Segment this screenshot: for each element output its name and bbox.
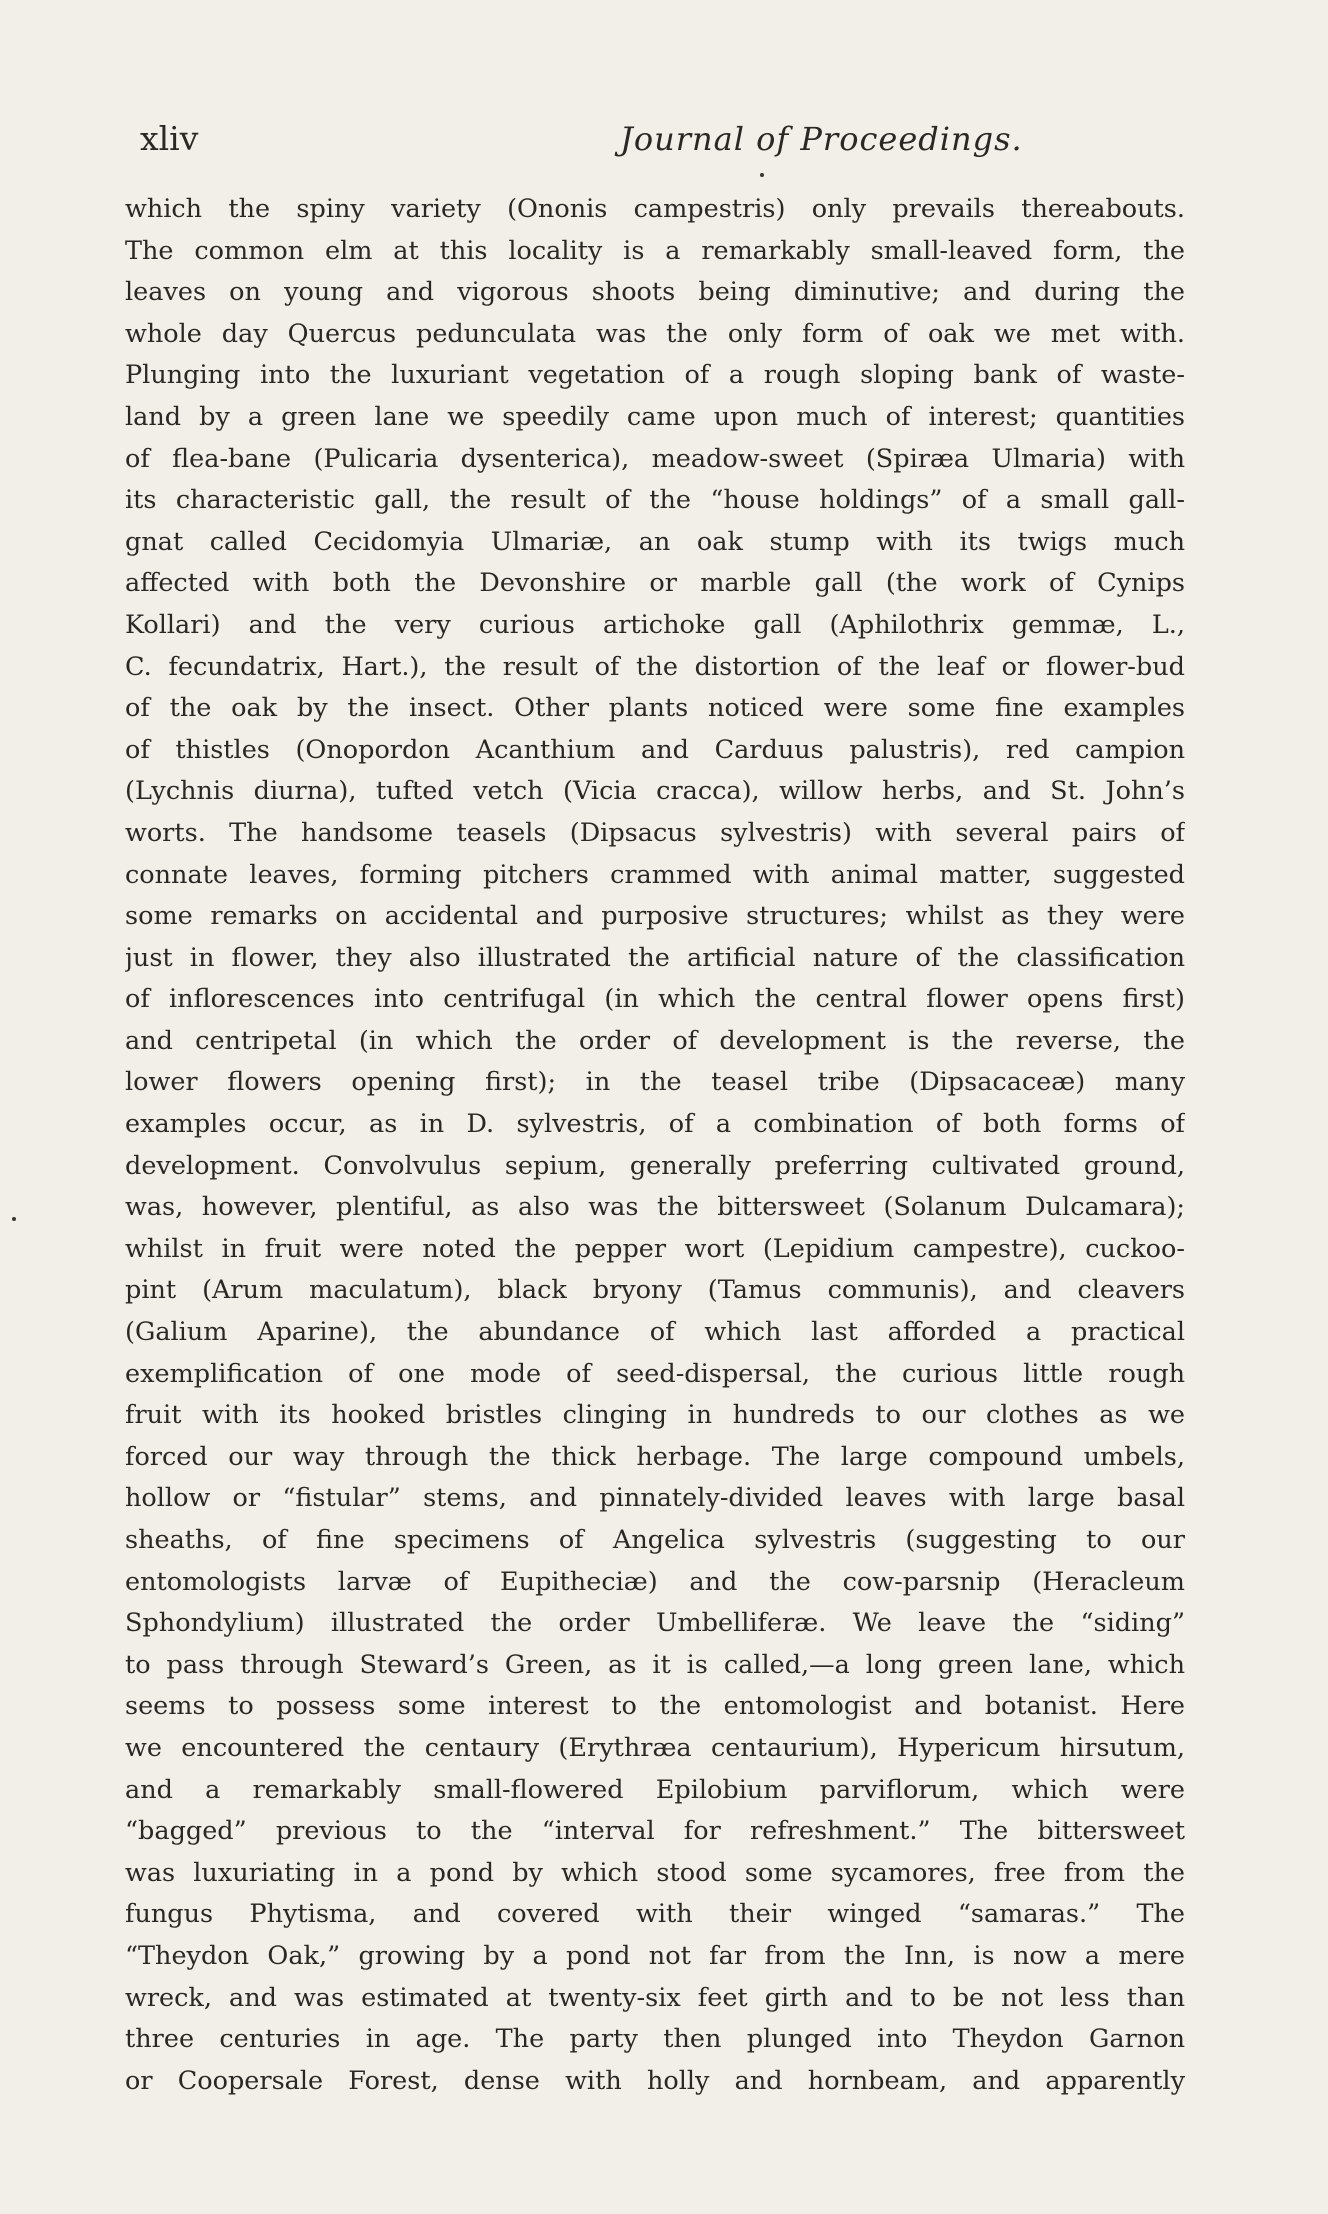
text-line: we encountered the centaury (Erythræa centaurium), Hypericum hirsutum, [125, 1732, 1185, 1763]
text-line: of the oak by the insect. Other plants noticed were some fine examples [125, 693, 1185, 724]
text-line: C. fecundatrix, Hart.), the result of the distortion of the leaf or flower-bud [125, 651, 1185, 682]
text-line: Kollari) and the very curious artichoke gall (Aphilothrix gemmæ, L., [125, 609, 1185, 640]
text-line: seems to possess some interest to the entomologist and botanist. Here [125, 1691, 1185, 1722]
text-line: exemplification of one mode of seed-dispersal, the curious little rough [125, 1358, 1185, 1389]
text-line: was luxuriating in a pond by which stood some sycamores, free from the [125, 1857, 1185, 1888]
text-line: wreck, and was estimated at twenty-six feet girth and to be not less than [125, 1982, 1185, 2013]
body-text [125, 189, 1185, 2144]
text-line: to pass through Steward’s Green, as it is called,—a long green lane, which [125, 1649, 1185, 1680]
text-line: affected with both the Devonshire or marble gall (the work of Cynips [125, 568, 1185, 599]
text-line: hollow or “fistular” stems, and pinnately-divided leaves with large basal [125, 1483, 1185, 1514]
text-line: worts. The handsome teasels (Dipsacus sylvestris) with several pairs of [125, 817, 1185, 848]
text-line: gnat called Cecidomyia Ulmariæ, an oak stump with its twigs much [125, 526, 1185, 557]
text-line: or Coopersale Forest, dense with holly and hornbeam, and apparently [125, 2065, 1185, 2096]
text-line: examples occur, as in D. sylvestris, of a combination of both forms of [125, 1109, 1185, 1140]
text-line: pint (Arum maculatum), black bryony (Tamus communis), and cleavers [125, 1275, 1185, 1306]
text-line: lower flowers opening first); in the teasel tribe (Dipsacaceæ) many [125, 1067, 1185, 1098]
text-line: which the spiny variety (Ononis campestris) only prevails thereabouts. [125, 194, 1185, 224]
text-line: “Theydon Oak,” growing by a pond not far from the Inn, is now a mere [125, 1940, 1185, 1971]
text-line: its characteristic gall, the result of the “house holdings” of a small gall- [125, 485, 1185, 516]
text-line: and centripetal (in which the order of development is the reverse, the [125, 1025, 1185, 1056]
text-line: “bagged” previous to the “interval for refreshment.” The bittersweet [125, 1816, 1185, 1847]
text-line: Sphondylium) illustrated the order Umbelliferæ. We leave the “siding” [125, 1608, 1185, 1639]
text-line: of flea-bane (Pulicaria dysenterica), meadow-sweet (Spiræa Ulmaria) with [125, 443, 1185, 474]
text-line: development. Convolvulus sepium, generally preferring cultivated ground, [125, 1150, 1185, 1181]
text-line: sheaths, of fine specimens of Angelica sylvestris (suggesting to our [125, 1525, 1185, 1555]
text-line: some remarks on accidental and purposive structures; whilst as they were [125, 901, 1185, 932]
text-line: forced our way through the thick herbage. The large compound umbels, [125, 1441, 1185, 1472]
text-line: (Lychnis diurna), tufted vetch (Vicia cracca), willow herbs, and St. John’s [125, 776, 1185, 807]
text-line: just in flower, they also illustrated the artificial nature of the classification [125, 942, 1185, 973]
paper-speck [760, 173, 764, 177]
text-line: The common elm at this locality is a remarkably small-leaved form, the [125, 235, 1185, 266]
running-header [140, 114, 1200, 164]
text-line: fruit with its hooked bristles clinging in hundreds to our clothes as we [125, 1400, 1185, 1431]
paper-speck [12, 1217, 16, 1221]
page-number: xliv [140, 119, 199, 158]
text-line: of inflorescences into centrifugal (in which the central flower opens first) [125, 984, 1185, 1015]
text-line: (Galium Aparine), the abundance of which last afforded a practical [125, 1317, 1185, 1348]
text-line: whilst in fruit were noted the pepper wort (Lepidium campestre), cuckoo- [125, 1233, 1185, 1264]
text-line: entomologists larvæ of Eupitheciæ) and the cow-parsnip (Heracleum [125, 1566, 1185, 1597]
text-line: and a remarkably small-flowered Epilobium parviflorum, which were [125, 1774, 1185, 1805]
text-line: connate leaves, forming pitchers crammed with animal matter, suggested [125, 859, 1185, 890]
running-title: Journal of Proceedings. [620, 120, 1023, 158]
text-line: was, however, plentiful, as also was the bittersweet (Solanum Dulcamara); [125, 1192, 1185, 1223]
text-line: of thistles (Onopordon Acanthium and Carduus palustris), red campion [125, 734, 1185, 765]
text-line: fungus Phytisma, and covered with their winged “samaras.” The [125, 1899, 1185, 1930]
text-line [125, 2102, 1185, 2144]
text-line: whole day Quercus pedunculata was the only form of oak we met with. [125, 318, 1185, 349]
text-line: Plunging into the luxuriant vegetation of a rough sloping bank of waste- [125, 360, 1185, 391]
text-line: land by a green lane we speedily came upon much of interest; quantities [125, 401, 1185, 432]
text-line: leaves on young and vigorous shoots being diminutive; and during the [125, 277, 1185, 308]
text-line: three centuries in age. The party then plunged into Theydon Garnon [125, 2024, 1185, 2055]
